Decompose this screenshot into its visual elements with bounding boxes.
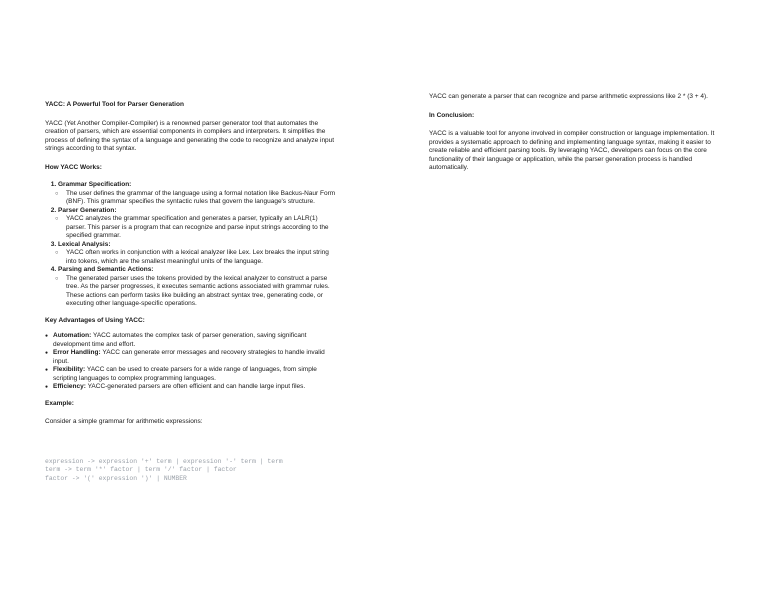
step-title: Grammar Specification: (58, 181, 132, 188)
conclusion-heading: In Conclusion: (429, 111, 475, 119)
right-intro-paragraph: YACC can generate a parser that can recognize and parse arithmetic expressions like 2 * (3 + 4). (429, 93, 708, 100)
step-detail: ○ The generated parser uses the tokens provided by the lexical analyzer to construct a parse tree. As the parser progresses, it executes semantic actions associated with grammar rules. These actions can perform tasks like building an abstract syntax tree, generating code, or executing other language-specific operations. (66, 275, 337, 309)
right-column (429, 93, 721, 173)
step-title: Parser Generation: (58, 206, 117, 214)
step-item (58, 266, 337, 309)
intro-paragraph: YACC (Yet Another Compiler-Compiler) is a renowned parser generator tool that automates the creation of parsers, which are essential components in compilers and interpreters. It simplifies the process of defining the syntax of a language and generating the code to recognize and analyze input strings according to that syntax. (45, 119, 335, 152)
how-heading: How YACC Works: (45, 163, 102, 171)
advantage-text: YACC can generate error messages and recovery strategies to handle invalid input. (53, 349, 325, 365)
advantage-item (53, 383, 337, 392)
advantages-list (45, 332, 337, 392)
step-detail: ○ YACC often works in conjunction with a lexical analyzer like Lex. Lex breaks the input string into tokens, which are the smallest meaningful units of the language. (66, 249, 337, 266)
conclusion-paragraph: YACC is a valuable tool for anyone involved in compiler construction or language implementation. It provides a systematic approach to defining and implementing language syntax, making it easier to create reliable and efficient parsing tools. By leveraging YACC, developers can focus on the core functionality of their language or application, while the parser generation process is handled automatically. (429, 130, 715, 171)
step-detail: ○ YACC analyzes the grammar specification and generates a parser, typically an LALR(1) parser. This parser is a program that can recognize and parse input strings according to the specified grammar. (66, 215, 337, 241)
document-title: YACC: A Powerful Tool for Parser Generation (45, 101, 184, 108)
step-item (58, 241, 337, 267)
code-block: expression -> expression '+' term | expression '-' term | term term -> term '*' factor | term '/' factor | factor factor -> '(' expression ')' | NUMBER (45, 458, 283, 482)
advantages-heading: Key Advantages of Using YACC: (45, 316, 145, 324)
advantage-text: YACC can be used to create parsers for a wide range of languages, from simple scripting languages to complex programming languages. (53, 366, 317, 382)
advantage-item (53, 366, 337, 383)
advantage-term: Automation: (53, 332, 92, 339)
advantage-item (53, 332, 337, 349)
left-column (45, 101, 337, 427)
step-title: Lexical Analysis: (58, 240, 111, 248)
advantage-term: Efficiency: (53, 383, 86, 390)
advantage-text: YACC-generated parsers are often efficient and can handle large input files. (85, 383, 306, 390)
advantage-term: Flexibility: (53, 366, 86, 373)
example-text: Consider a simple grammar for arithmetic expressions: (45, 418, 203, 425)
step-item (58, 207, 337, 241)
step-title: Parsing and Semantic Actions: (58, 266, 154, 273)
example-heading: Example: (45, 399, 74, 407)
step-detail: ○ The user defines the grammar of the language using a formal notation like Backus-Naur Form (BNF). This grammar specifies the syntactic rules that govern the language's structure. (66, 190, 337, 207)
advantage-term: Error Handling: (53, 349, 101, 356)
advantage-item (53, 349, 337, 366)
advantage-text: YACC automates the complex task of parser generation, saving significant development time and effort. (53, 332, 307, 348)
steps-list (45, 181, 337, 309)
step-item (58, 181, 337, 207)
